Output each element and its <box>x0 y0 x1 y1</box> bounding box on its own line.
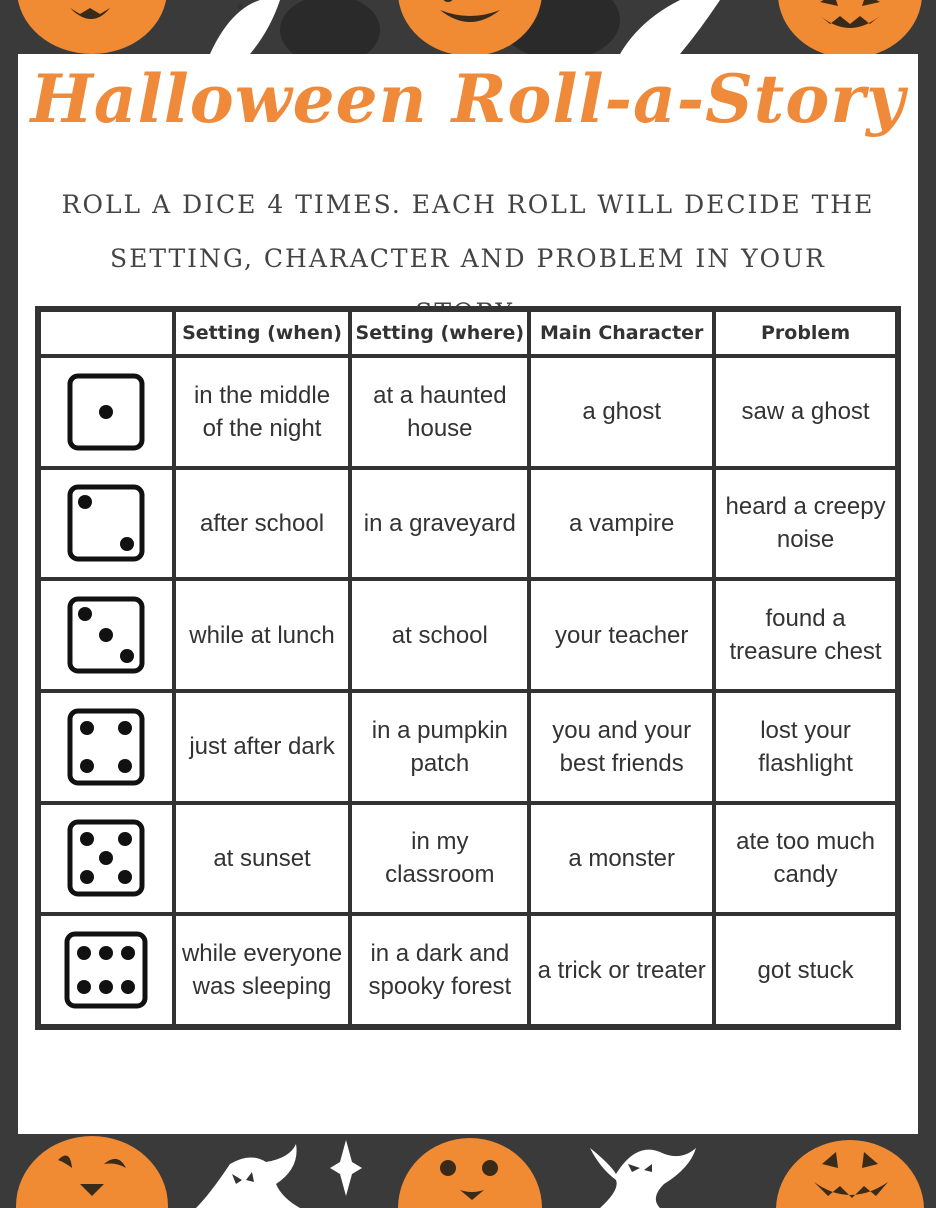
setting-when-cell: at sunset <box>176 805 349 913</box>
top-decoration-band <box>0 0 936 54</box>
die-cell <box>41 470 172 578</box>
main-character-cell: your teacher <box>531 581 712 689</box>
table-row <box>41 581 895 689</box>
sparkle-icon <box>330 1140 362 1196</box>
problem-cell: saw a ghost <box>716 358 895 466</box>
bottom-decoration-band <box>0 1134 936 1208</box>
roll-a-story-table <box>35 306 901 1030</box>
die-six-icon <box>64 931 148 1009</box>
die-two-icon <box>67 484 145 562</box>
main-character-cell: you and your best friends <box>531 693 712 801</box>
table-row <box>41 805 895 913</box>
main-character-cell: a ghost <box>531 358 712 466</box>
setting-when-cell: while everyone was sleeping <box>176 916 349 1024</box>
die-cell <box>41 581 172 689</box>
die-cell <box>41 916 172 1024</box>
header-die <box>41 312 172 354</box>
die-five-icon <box>67 819 145 897</box>
ghost-icon <box>210 0 280 54</box>
setting-when-cell: while at lunch <box>176 581 349 689</box>
table-row <box>41 916 895 1024</box>
ghost-icon <box>590 1148 696 1208</box>
setting-where-cell: in a pumpkin patch <box>352 693 527 801</box>
ghost-icon <box>196 1144 300 1208</box>
ghost-icon <box>620 0 720 54</box>
setting-when-cell: after school <box>176 470 349 578</box>
problem-cell: heard a creepy noise <box>716 470 895 578</box>
main-character-cell: a monster <box>531 805 712 913</box>
table-row <box>41 470 895 578</box>
worksheet-page <box>18 54 918 1134</box>
die-cell <box>41 358 172 466</box>
setting-where-cell: in a dark and spooky forest <box>352 916 527 1024</box>
pumpkin-icon <box>778 0 922 54</box>
die-cell <box>41 693 172 801</box>
setting-where-cell: at a haunted house <box>352 358 527 466</box>
instructions-text: ROLL A DICE 4 TIMES. EACH ROLL WILL DECIDE THE SETTING, CHARACTER AND PROBLEM IN YOUR <box>61 190 875 273</box>
problem-cell: lost your flashlight <box>716 693 895 801</box>
table-header-row <box>41 312 895 354</box>
main-character-cell: a trick or treater <box>531 916 712 1024</box>
problem-cell: ate too much candy <box>716 805 895 913</box>
pumpkin-icon <box>776 1140 924 1208</box>
main-character-cell: a vampire <box>531 470 712 578</box>
table-row <box>41 693 895 801</box>
header-problem: Problem <box>716 312 895 354</box>
problem-cell: got stuck <box>716 916 895 1024</box>
setting-where-cell: in a graveyard <box>352 470 527 578</box>
problem-cell: found a treasure chest <box>716 581 895 689</box>
setting-when-cell: just after dark <box>176 693 349 801</box>
die-cell <box>41 805 172 913</box>
header-setting-when: Setting (when) <box>176 312 349 354</box>
setting-when-cell: in the middle of the night <box>176 358 349 466</box>
setting-where-cell: at school <box>352 581 527 689</box>
pumpkin-icon <box>398 1138 542 1208</box>
die-one-icon <box>67 373 145 451</box>
pumpkin-icon <box>16 1136 168 1208</box>
die-four-icon <box>67 708 145 786</box>
die-three-icon <box>67 596 145 674</box>
setting-where-cell: in my classroom <box>352 805 527 913</box>
pumpkin-icon <box>17 0 167 54</box>
page-title: Halloween Roll-a-Story <box>30 60 906 138</box>
table-row <box>41 358 895 466</box>
header-main-character: Main Character <box>531 312 712 354</box>
header-setting-where: Setting (where) <box>352 312 527 354</box>
